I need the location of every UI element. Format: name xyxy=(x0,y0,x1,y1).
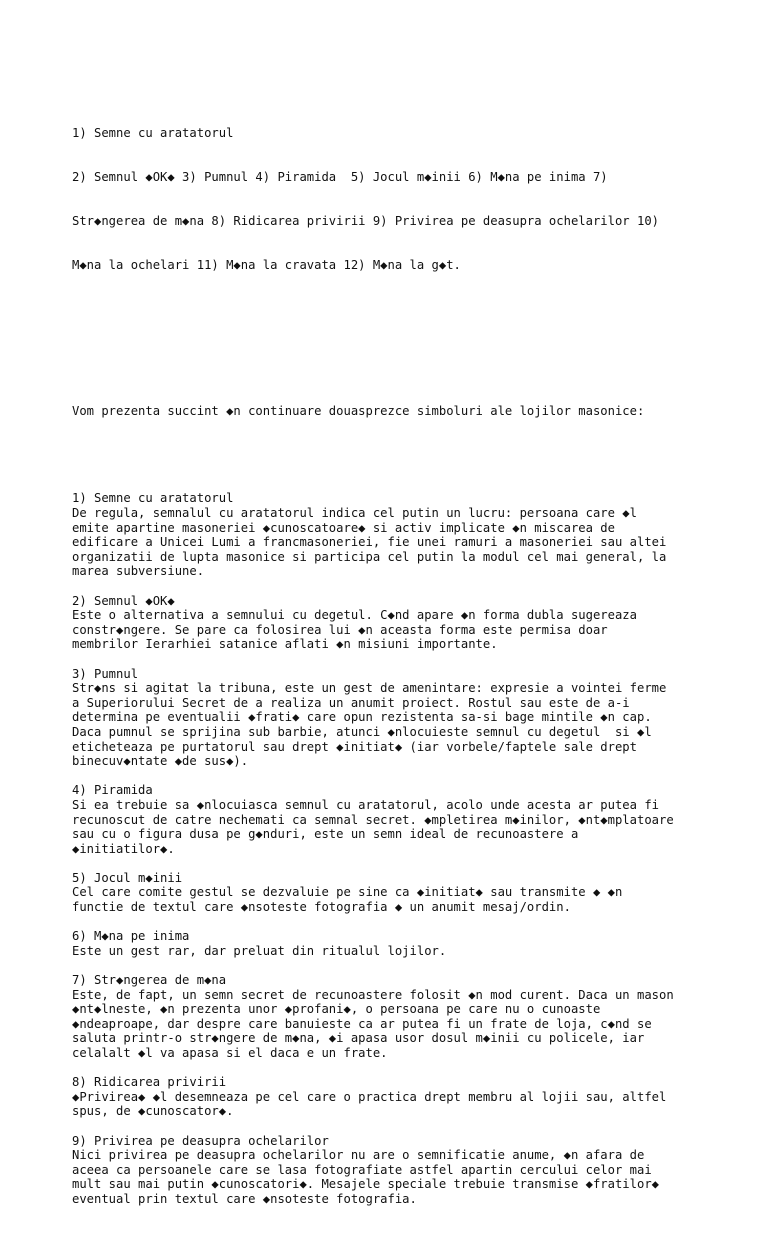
list-line: 1) Semne cu aratatorul xyxy=(72,126,234,141)
section-text-line: ◆initiatilor◆. xyxy=(72,841,175,856)
section-text-line: saluta printr-o str◆ngere de m◆na, ◆i apasa usor dosul m◆inii cu policele, iar xyxy=(72,1031,645,1046)
section-text-line: Nici privirea pe deasupra ochelarilor nu are o semnificatie anume, ◆n afara de xyxy=(72,1148,645,1163)
section-title: 3) Pumnul xyxy=(72,666,139,681)
section xyxy=(72,594,722,652)
section-text-line: De regula, semnalul cu aratatorul indica cel putin un lucru: persoana care ◆l xyxy=(72,506,637,521)
section-title: 1) Semne cu aratatorul xyxy=(72,491,234,506)
section-text-line: Cel care comite gestul se dezvaluie pe sine ca ◆initiat◆ sau transmite ◆ ◆n xyxy=(72,885,623,900)
section-title: 8) Ridicarea privirii xyxy=(72,1075,227,1090)
section-text-line: eventual prin textul care ◆nsoteste fotografia. xyxy=(72,1191,417,1206)
section-text-line: celalalt ◆l va apasa si el daca e un frate. xyxy=(72,1046,388,1060)
section-title: 9) Privirea pe deasupra ochelarilor xyxy=(72,1133,329,1148)
section-text-line: determina pe eventualii ◆frati◆ care opun rezistenta sa-si bage mintile ◆n cap. xyxy=(72,710,652,725)
sections-container xyxy=(72,491,722,1206)
section-text-line: mult sau mai putin ◆cunoscatori◆. Mesajele speciale trebuie transmise ◆fratilor◆ xyxy=(72,1177,659,1192)
section-text-line: Daca pumnul se sprijina sub barbie, atunci ◆nlocuieste semnul cu degetul si ◆l xyxy=(72,724,652,739)
section-text-line: sau cu o figura dusa pe g◆nduri, este un semn ideal de recunoastere a xyxy=(72,827,579,842)
section xyxy=(72,871,722,915)
section-title: 2) Semnul ◆OK◆ xyxy=(72,593,175,608)
document-page xyxy=(72,68,722,1236)
section-text-line: binecuv◆ntate ◆de sus◆). xyxy=(72,754,249,769)
section-text-line: ◆nt◆lneste, ◆n prezenta unor ◆profani◆, o persoana pe care nu o cunoaste xyxy=(72,1002,601,1017)
section-text-line: ◆Privirea◆ ◆l desemneaza pe cel care o practica drept membru al lojii sau, altfel xyxy=(72,1089,667,1104)
symbol-list xyxy=(72,97,722,301)
section-text-line: Este o alternativa a semnului cu degetul. C◆nd apare ◆n forma dubla sugereaza xyxy=(72,608,637,623)
section-title: 5) Jocul m◆inii xyxy=(72,870,183,885)
section xyxy=(72,929,722,958)
section-text-line: edificare a Unicei Lumi a francmasoneriei, fie unei ramuri a masoneriei sau altei xyxy=(72,535,667,550)
section-text-line: marea subversiune. xyxy=(72,564,205,579)
section-text-line: Str◆ns si agitat la tribuna, este un gest de amenintare: expresie a vointei ferme xyxy=(72,681,667,696)
list-line: M◆na la ochelari 11) M◆na la cravata 12) M◆na la g◆t. xyxy=(72,257,461,272)
section xyxy=(72,667,722,769)
section-text-line: constr◆ngere. Se pare ca folosirea lui ◆n aceasta forma este permisa doar xyxy=(72,622,608,637)
list-line: Str◆ngerea de m◆na 8) Ridicarea privirii 9) Privirea pe deasupra ochelarilor 10) xyxy=(72,213,659,228)
section xyxy=(72,783,722,856)
section-text-line: ◆ndeaproape, dar despre care banuieste ca ar putea fi un frate de loja, c◆nd se xyxy=(72,1016,652,1031)
section-text-line: Este un gest rar, dar preluat din ritualul lojilor. xyxy=(72,943,447,958)
section-text-line: emite apartine masoneriei ◆cunoscatoare◆ si activ implicate ◆n miscarea de xyxy=(72,520,615,535)
section-title: 6) M◆na pe inima xyxy=(72,929,190,944)
section-text-line: Si ea trebuie sa ◆nlocuiasca semnul cu aratatorul, acolo unde acesta ar putea fi xyxy=(72,797,659,812)
list-line: 2) Semnul ◆OK◆ 3) Pumnul 4) Piramida 5) Jocul m◆inii 6) M◆na pe inima 7) xyxy=(72,170,608,185)
section-text-line: Este, de fapt, un semn secret de recunoastere folosit ◆n mod curent. Daca un mason xyxy=(72,987,674,1002)
section-text-line: membrilor Ierarhiei satanice aflati ◆n misiuni importante. xyxy=(72,637,498,652)
section-text-line: aceea ca persoanele care se lasa fotografiate astfel apartin cercului celor mai xyxy=(72,1162,652,1177)
section xyxy=(72,973,722,1061)
section-text-line: organizatii de lupta masonice si participa cel putin la modul cel mai general, la xyxy=(72,549,667,564)
section xyxy=(72,1075,722,1119)
section-text-line: spus, de ◆cunoscator◆. xyxy=(72,1104,234,1119)
section-title: 7) Str◆ngerea de m◆na xyxy=(72,973,227,988)
section-text-line: eticheteaza pe purtatorul sau drept ◆initiat◆ (iar vorbele/faptele sale drept xyxy=(72,739,637,754)
section-text-line: functie de textul care ◆nsoteste fotografia ◆ un anumit mesaj/ordin. xyxy=(72,900,571,915)
section xyxy=(72,1134,722,1207)
spacer xyxy=(72,331,722,375)
section-title: 4) Piramida xyxy=(72,783,153,798)
section-text-line: a Superiorului Secret de a realiza un anumit proiect. Rostul sau este de a-i xyxy=(72,695,630,710)
section xyxy=(72,491,722,579)
spacer xyxy=(72,448,722,463)
section-text-line: recunoscut de catre nechemati ca semnal secret. ◆mpletirea m◆inilor, ◆nt◆mplatoare xyxy=(72,812,674,827)
intro-text: Vom prezenta succint ◆n continuare douasprezce simboluri ale lojilor masonice: xyxy=(72,403,645,418)
